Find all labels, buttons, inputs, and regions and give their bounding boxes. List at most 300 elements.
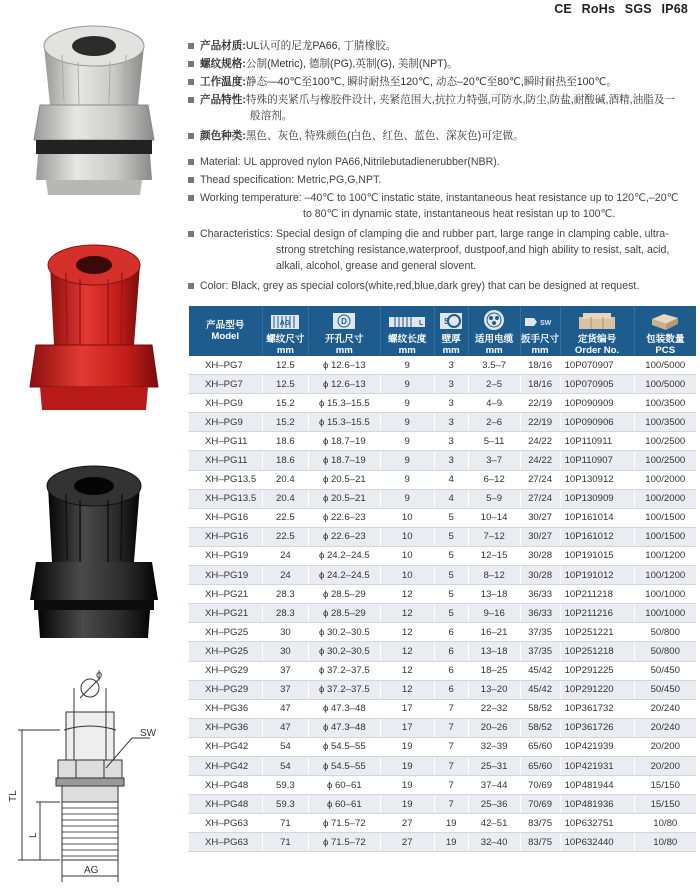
table-cell: ϕ 60–61 xyxy=(308,795,380,814)
table-cell: 100/1200 xyxy=(634,566,696,585)
table-cell: 18/16 xyxy=(520,356,560,375)
spec-cn-characteristics-cont: 般溶剂。 xyxy=(250,110,293,122)
table-cell: 37 xyxy=(262,680,308,699)
table-cell: ϕ 15.3–15.5 xyxy=(308,394,380,413)
table-cell: 3 xyxy=(434,375,468,394)
ag-label: AG xyxy=(84,865,99,876)
table-cell: 10 xyxy=(380,566,434,585)
wall-thickness-icon xyxy=(438,311,464,331)
table-row xyxy=(189,833,697,852)
table-cell: XH–PG21 xyxy=(189,585,263,604)
table-cell: 3.5–7 xyxy=(468,356,520,375)
table-cell: 7 xyxy=(434,737,468,756)
header-hole-size: D 开孔尺寸 mm xyxy=(308,306,380,356)
table-cell: 12 xyxy=(380,623,434,642)
table-cell: XH–PG11 xyxy=(189,432,263,451)
table-row xyxy=(189,737,697,756)
table-cell: 36/33 xyxy=(520,585,560,604)
english-specifications xyxy=(188,154,688,294)
spec-cn-characteristics: 产品特性:特殊的夹紧爪与橡胶件设计, 夹紧范围大,抗拉力特强,可防水,防尘,防盐,耐酸碱,酒精,油脂及一 xyxy=(188,92,688,108)
table-cell: 9 xyxy=(380,432,434,451)
table-cell: 24 xyxy=(262,566,308,585)
dimension-drawing xyxy=(0,660,180,888)
table-cell: 100/2000 xyxy=(634,489,696,508)
table-cell: ϕ 71.5–72 xyxy=(308,814,380,833)
table-cell: XH–PG42 xyxy=(189,737,263,756)
table-cell: ϕ 54.5–55 xyxy=(308,756,380,775)
table-cell: 3 xyxy=(434,356,468,375)
table-row xyxy=(189,642,697,661)
table-cell: 3 xyxy=(434,394,468,413)
table-cell: ϕ 20.5–21 xyxy=(308,489,380,508)
specification-table xyxy=(188,306,696,852)
table-cell: 10P421931 xyxy=(560,756,634,775)
table-cell: 100/5000 xyxy=(634,375,696,394)
table-cell: 28.3 xyxy=(262,604,308,623)
table-cell: 100/1000 xyxy=(634,604,696,623)
table-cell: 100/2000 xyxy=(634,470,696,489)
ce-mark: CE xyxy=(554,2,572,16)
table-cell: 18–25 xyxy=(468,661,520,680)
table-row xyxy=(189,680,697,699)
table-cell: XH–PG19 xyxy=(189,566,263,585)
table-cell: 6 xyxy=(434,680,468,699)
table-cell: 10P191012 xyxy=(560,566,634,585)
table-cell: 47 xyxy=(262,718,308,737)
table-cell: ϕ 47.3–48 xyxy=(308,718,380,737)
table-cell: 30/28 xyxy=(520,546,560,565)
table-cell: 27/24 xyxy=(520,470,560,489)
table-cell: 100/1500 xyxy=(634,508,696,527)
table-row xyxy=(189,776,697,795)
grey-cable-gland-image xyxy=(22,10,172,200)
table-cell: ϕ 15.3–15.5 xyxy=(308,413,380,432)
table-cell: 10/80 xyxy=(634,833,696,852)
table-cell: 10P251221 xyxy=(560,623,634,642)
table-cell: XH–PG9 xyxy=(189,413,263,432)
table-cell: 12.5 xyxy=(262,375,308,394)
table-cell: 19 xyxy=(380,756,434,775)
table-cell: 12 xyxy=(380,661,434,680)
table-cell: 45/42 xyxy=(520,680,560,699)
table-cell: 10 xyxy=(380,527,434,546)
table-cell: 6 xyxy=(434,642,468,661)
spec-en-characteristics: Characteristics: Special design of clamping die and rubber part, large range in clamping cable, ultra- xyxy=(188,226,688,242)
table-cell: 12 xyxy=(380,642,434,661)
table-cell: 15/150 xyxy=(634,776,696,795)
table-cell: 65/60 xyxy=(520,756,560,775)
hole-size-icon xyxy=(331,311,357,331)
table-cell: 12.5 xyxy=(262,356,308,375)
table-cell: XH–PG48 xyxy=(189,776,263,795)
table-cell: ϕ 24.2–24.5 xyxy=(308,546,380,565)
svg-text:S: S xyxy=(444,317,450,326)
header-order-no: 定货编号 Order No. xyxy=(560,306,634,356)
package-box-icon xyxy=(650,311,680,331)
table-cell: XH–PG36 xyxy=(189,718,263,737)
table-cell: 100/3500 xyxy=(634,394,696,413)
table-cell: 7 xyxy=(434,756,468,775)
table-row xyxy=(189,814,697,833)
table-cell: 10P632751 xyxy=(560,814,634,833)
table-body xyxy=(189,356,697,852)
table-cell: 5 xyxy=(434,546,468,565)
table-cell: 32–40 xyxy=(468,833,520,852)
table-row xyxy=(189,566,697,585)
table-cell: 19 xyxy=(380,795,434,814)
spec-cn-color: 颜色种类:黑色、灰色, 特殊颜色(白色、红色、蓝色、深灰色)可定做。 xyxy=(188,128,688,144)
spec-en-characteristics-cont2: alkali, alcohol, grease and general slovent. xyxy=(276,260,477,272)
table-cell: ϕ 18.7–19 xyxy=(308,432,380,451)
table-cell: XH–PG13.5 xyxy=(189,489,263,508)
table-row xyxy=(189,432,697,451)
rohs-mark: RoHs xyxy=(581,2,616,16)
table-cell: 7 xyxy=(434,776,468,795)
table-cell: 12 xyxy=(380,585,434,604)
table-row xyxy=(189,508,697,527)
table-cell: 30/28 xyxy=(520,566,560,585)
table-cell: 4 xyxy=(434,470,468,489)
table-cell: 10P481936 xyxy=(560,795,634,814)
table-cell: 10 xyxy=(380,546,434,565)
table-cell: 6 xyxy=(434,661,468,680)
table-cell: XH–PG19 xyxy=(189,546,263,565)
table-cell: 10P251218 xyxy=(560,642,634,661)
table-cell: 27 xyxy=(380,833,434,852)
table-cell: 25–31 xyxy=(468,756,520,775)
table-cell: 45/42 xyxy=(520,661,560,680)
header-thread-size: AG 螺纹尺寸 mm xyxy=(262,306,308,356)
table-cell: 9–16 xyxy=(468,604,520,623)
table-cell: 10P481944 xyxy=(560,776,634,795)
table-cell: 7 xyxy=(434,718,468,737)
table-cell: ϕ 18.7–19 xyxy=(308,451,380,470)
table-cell: 19 xyxy=(434,833,468,852)
table-cell: ϕ 37.2–37.5 xyxy=(308,661,380,680)
table-cell: 5 xyxy=(434,566,468,585)
spec-cn-material: 产品材质:UL认可的尼龙PA66, 丁腈橡胶。 xyxy=(188,38,688,54)
table-cell: 17 xyxy=(380,718,434,737)
table-cell: 16–21 xyxy=(468,623,520,642)
table-cell: 19 xyxy=(380,776,434,795)
table-cell: XH–PG29 xyxy=(189,661,263,680)
table-row xyxy=(189,451,697,470)
table-cell: 71 xyxy=(262,833,308,852)
table-cell: 9 xyxy=(380,413,434,432)
table-cell: 65/60 xyxy=(520,737,560,756)
table-cell: 22–32 xyxy=(468,699,520,718)
table-cell: 20–26 xyxy=(468,718,520,737)
table-cell: 27/24 xyxy=(520,489,560,508)
table-cell: 2–6 xyxy=(468,413,520,432)
table-cell: 100/3500 xyxy=(634,413,696,432)
table-row xyxy=(189,356,697,375)
table-cell: 22/19 xyxy=(520,413,560,432)
table-row xyxy=(189,527,697,546)
table-cell: 42–51 xyxy=(468,814,520,833)
svg-text:L: L xyxy=(419,320,424,327)
table-cell: 30 xyxy=(262,623,308,642)
header-packing-qty: 包装数量 PCS xyxy=(634,306,696,356)
table-cell: 70/69 xyxy=(520,776,560,795)
table-cell: 70/69 xyxy=(520,795,560,814)
header-wrench-size: SW 扳手尺寸 mm xyxy=(520,306,560,356)
table-cell: 30/27 xyxy=(520,508,560,527)
table-row xyxy=(189,756,697,775)
table-cell: ϕ 71.5–72 xyxy=(308,833,380,852)
certification-marks xyxy=(548,2,688,16)
table-cell: 20.4 xyxy=(262,470,308,489)
header-thread-length: L 螺纹长度 mm xyxy=(380,306,434,356)
sw-label: SW xyxy=(140,728,157,739)
table-cell: 5 xyxy=(434,508,468,527)
table-cell: 50/450 xyxy=(634,680,696,699)
header-model: 产品型号 Model xyxy=(189,306,263,356)
table-cell: 37–44 xyxy=(468,776,520,795)
table-cell: 9 xyxy=(380,356,434,375)
table-row xyxy=(189,413,697,432)
table-cell: 10P421939 xyxy=(560,737,634,756)
table-row xyxy=(189,489,697,508)
table-row xyxy=(189,623,697,642)
table-cell: 58/52 xyxy=(520,699,560,718)
table-cell: 10P211218 xyxy=(560,585,634,604)
table-cell: 32–39 xyxy=(468,737,520,756)
tl-label: TL xyxy=(8,790,19,802)
table-cell: 10P211216 xyxy=(560,604,634,623)
header-cable-range: 适用电缆 mm xyxy=(468,306,520,356)
table-cell: ϕ 22.6–23 xyxy=(308,508,380,527)
thread-length-icon xyxy=(387,313,427,331)
table-cell: 27 xyxy=(380,814,434,833)
table-cell: XH–PG21 xyxy=(189,604,263,623)
table-cell: 10P110911 xyxy=(560,432,634,451)
table-cell: 24/22 xyxy=(520,432,560,451)
sgs-mark: SGS xyxy=(624,2,652,16)
table-cell: ϕ 24.2–24.5 xyxy=(308,566,380,585)
table-cell: 12 xyxy=(380,604,434,623)
table-cell: 100/5000 xyxy=(634,356,696,375)
table-cell: ϕ 47.3–48 xyxy=(308,699,380,718)
table-cell: 59.3 xyxy=(262,776,308,795)
table-cell: 3 xyxy=(434,413,468,432)
table-cell: ϕ 60–61 xyxy=(308,776,380,795)
order-box-icon xyxy=(577,311,617,331)
table-cell: 10 xyxy=(380,508,434,527)
table-cell: 5–11 xyxy=(468,432,520,451)
table-cell: 37 xyxy=(262,661,308,680)
table-row xyxy=(189,699,697,718)
wrench-size-icon xyxy=(522,313,558,331)
table-cell: 20/240 xyxy=(634,718,696,737)
table-cell: 50/800 xyxy=(634,623,696,642)
table-cell: 5 xyxy=(434,604,468,623)
table-cell: 10/80 xyxy=(634,814,696,833)
table-row xyxy=(189,546,697,565)
table-cell: 3 xyxy=(434,451,468,470)
table-cell: XH–PG16 xyxy=(189,527,263,546)
table-cell: ϕ 12.6–13 xyxy=(308,375,380,394)
table-cell: 7 xyxy=(434,795,468,814)
table-cell: XH–PG25 xyxy=(189,623,263,642)
table-cell: 83/75 xyxy=(520,833,560,852)
table-cell: XH–PG13.5 xyxy=(189,470,263,489)
table-cell: XH–PG9 xyxy=(189,394,263,413)
spec-en-temperature: Working temperature: –40℃ to 100℃ instatic state, instantaneous heat resistance up to 120℃,–20℃ xyxy=(188,190,688,206)
table-cell: XH–PG36 xyxy=(189,699,263,718)
table-cell: 22.5 xyxy=(262,508,308,527)
table-cell: 10P110907 xyxy=(560,451,634,470)
table-cell: 6 xyxy=(434,623,468,642)
table-cell: 10P291225 xyxy=(560,661,634,680)
table-cell: 10P191015 xyxy=(560,546,634,565)
table-cell: 10P070907 xyxy=(560,356,634,375)
table-cell: 10P130909 xyxy=(560,489,634,508)
table-cell: 10–14 xyxy=(468,508,520,527)
table-cell: ϕ 28.5–29 xyxy=(308,585,380,604)
phi-label: ϕ xyxy=(96,669,103,681)
table-cell: 30 xyxy=(262,642,308,661)
table-cell: 5 xyxy=(434,585,468,604)
table-row xyxy=(189,394,697,413)
table-cell: 10P161014 xyxy=(560,508,634,527)
table-cell: XH–PG7 xyxy=(189,356,263,375)
table-cell: 20/200 xyxy=(634,756,696,775)
table-cell: 5–9 xyxy=(468,489,520,508)
table-cell: 22/19 xyxy=(520,394,560,413)
table-cell: 7–12 xyxy=(468,527,520,546)
spec-cn-thread: 螺纹规格:公制(Metric), 德制(PG),英制(G), 美制(NPT)。 xyxy=(188,56,688,72)
cable-range-icon xyxy=(482,309,506,331)
table-cell: 10P090906 xyxy=(560,413,634,432)
table-cell: 37/35 xyxy=(520,642,560,661)
table-cell: 28.3 xyxy=(262,585,308,604)
table-cell: 10P090909 xyxy=(560,394,634,413)
table-cell: XH–PG11 xyxy=(189,451,263,470)
table-cell: 8–12 xyxy=(468,566,520,585)
table-cell: 18.6 xyxy=(262,451,308,470)
table-cell: 10P291220 xyxy=(560,680,634,699)
table-cell: 59.3 xyxy=(262,795,308,814)
table-cell: 10P361726 xyxy=(560,718,634,737)
table-cell: 9 xyxy=(380,394,434,413)
table-cell: 20/240 xyxy=(634,699,696,718)
table-cell: ϕ 30.2–30.5 xyxy=(308,623,380,642)
table-cell: 2–5 xyxy=(468,375,520,394)
table-cell: 22.5 xyxy=(262,527,308,546)
table-cell: 12–15 xyxy=(468,546,520,565)
thread-size-icon xyxy=(269,313,301,331)
table-cell: XH–PG48 xyxy=(189,795,263,814)
table-cell: 4–9 xyxy=(468,394,520,413)
table-cell: 50/450 xyxy=(634,661,696,680)
table-cell: 4 xyxy=(434,489,468,508)
table-cell: ϕ 54.5–55 xyxy=(308,737,380,756)
svg-text:AG: AG xyxy=(280,320,291,327)
l-label: L xyxy=(28,832,39,838)
table-cell: 5 xyxy=(434,527,468,546)
table-cell: 9 xyxy=(380,375,434,394)
spec-en-characteristics-cont: strong stretching resistance,waterproof, dustpoof,and high ability to resist, salt, acid, xyxy=(276,244,670,256)
table-cell: ϕ 30.2–30.5 xyxy=(308,642,380,661)
table-cell: ϕ 12.6–13 xyxy=(308,356,380,375)
table-cell: 71 xyxy=(262,814,308,833)
table-cell: XH–PG16 xyxy=(189,508,263,527)
table-cell: 47 xyxy=(262,699,308,718)
table-cell: 100/1200 xyxy=(634,546,696,565)
table-cell: 54 xyxy=(262,756,308,775)
table-cell: 10P161012 xyxy=(560,527,634,546)
table-cell: XH–PG63 xyxy=(189,814,263,833)
table-cell: 37/35 xyxy=(520,623,560,642)
table-cell: 10P130912 xyxy=(560,470,634,489)
table-cell: 58/52 xyxy=(520,718,560,737)
table-cell: 50/800 xyxy=(634,642,696,661)
table-row xyxy=(189,661,697,680)
table-cell: XH–PG42 xyxy=(189,756,263,775)
table-cell: 20/200 xyxy=(634,737,696,756)
table-cell: 100/2500 xyxy=(634,432,696,451)
spec-en-thread: Thead specification: Metric,PG,G,NPT. xyxy=(188,172,688,188)
table-cell: 3 xyxy=(434,432,468,451)
table-cell: ϕ 22.6–23 xyxy=(308,527,380,546)
table-cell: 13–20 xyxy=(468,680,520,699)
table-row xyxy=(189,585,697,604)
table-cell: 19 xyxy=(434,814,468,833)
table-cell: 10P070905 xyxy=(560,375,634,394)
table-cell: 9 xyxy=(380,451,434,470)
spec-en-material: Material: UL approved nylon PA66,Nitrilebutadienerubber(NBR). xyxy=(188,154,688,170)
table-cell: 10P632440 xyxy=(560,833,634,852)
table-cell: 18.6 xyxy=(262,432,308,451)
table-cell: ϕ 28.5–29 xyxy=(308,604,380,623)
spec-en-color: Color: Black, grey as special colors(white,red,blue,dark grey) that can be designed at request. xyxy=(188,278,688,294)
table-cell: 13–18 xyxy=(468,642,520,661)
table-cell: 18/16 xyxy=(520,375,560,394)
table-cell: 10P361732 xyxy=(560,699,634,718)
black-cable-gland-image xyxy=(22,450,172,650)
table-cell: ϕ 20.5–21 xyxy=(308,470,380,489)
table-cell: 9 xyxy=(380,470,434,489)
table-cell: XH–PG25 xyxy=(189,642,263,661)
table-cell: 20.4 xyxy=(262,489,308,508)
header-wall-thickness: S 壁厚 mm xyxy=(434,306,468,356)
table-cell: 83/75 xyxy=(520,814,560,833)
table-cell: 24/22 xyxy=(520,451,560,470)
table-cell: 15/150 xyxy=(634,795,696,814)
svg-text:SW: SW xyxy=(540,320,552,327)
red-cable-gland-image xyxy=(22,225,172,420)
spec-cn-temperature: 工作温度:静态—40℃至100℃, 瞬时耐热至120℃, 动态–20℃至80℃,瞬时耐热至100℃。 xyxy=(188,74,688,90)
table-row xyxy=(189,375,697,394)
table-cell: 24 xyxy=(262,546,308,565)
table-row xyxy=(189,718,697,737)
table-cell: 15.2 xyxy=(262,413,308,432)
table-cell: 15.2 xyxy=(262,394,308,413)
table-cell: 7 xyxy=(434,699,468,718)
table-cell: 25–36 xyxy=(468,795,520,814)
table-cell: 19 xyxy=(380,737,434,756)
table-cell: 3–7 xyxy=(468,451,520,470)
table-cell: 9 xyxy=(380,489,434,508)
table-row xyxy=(189,470,697,489)
table-row xyxy=(189,604,697,623)
chinese-specifications xyxy=(188,38,688,144)
table-cell: 30/27 xyxy=(520,527,560,546)
table-cell: XH–PG29 xyxy=(189,680,263,699)
table-cell: 13–18 xyxy=(468,585,520,604)
ip68-mark: IP68 xyxy=(661,2,688,16)
